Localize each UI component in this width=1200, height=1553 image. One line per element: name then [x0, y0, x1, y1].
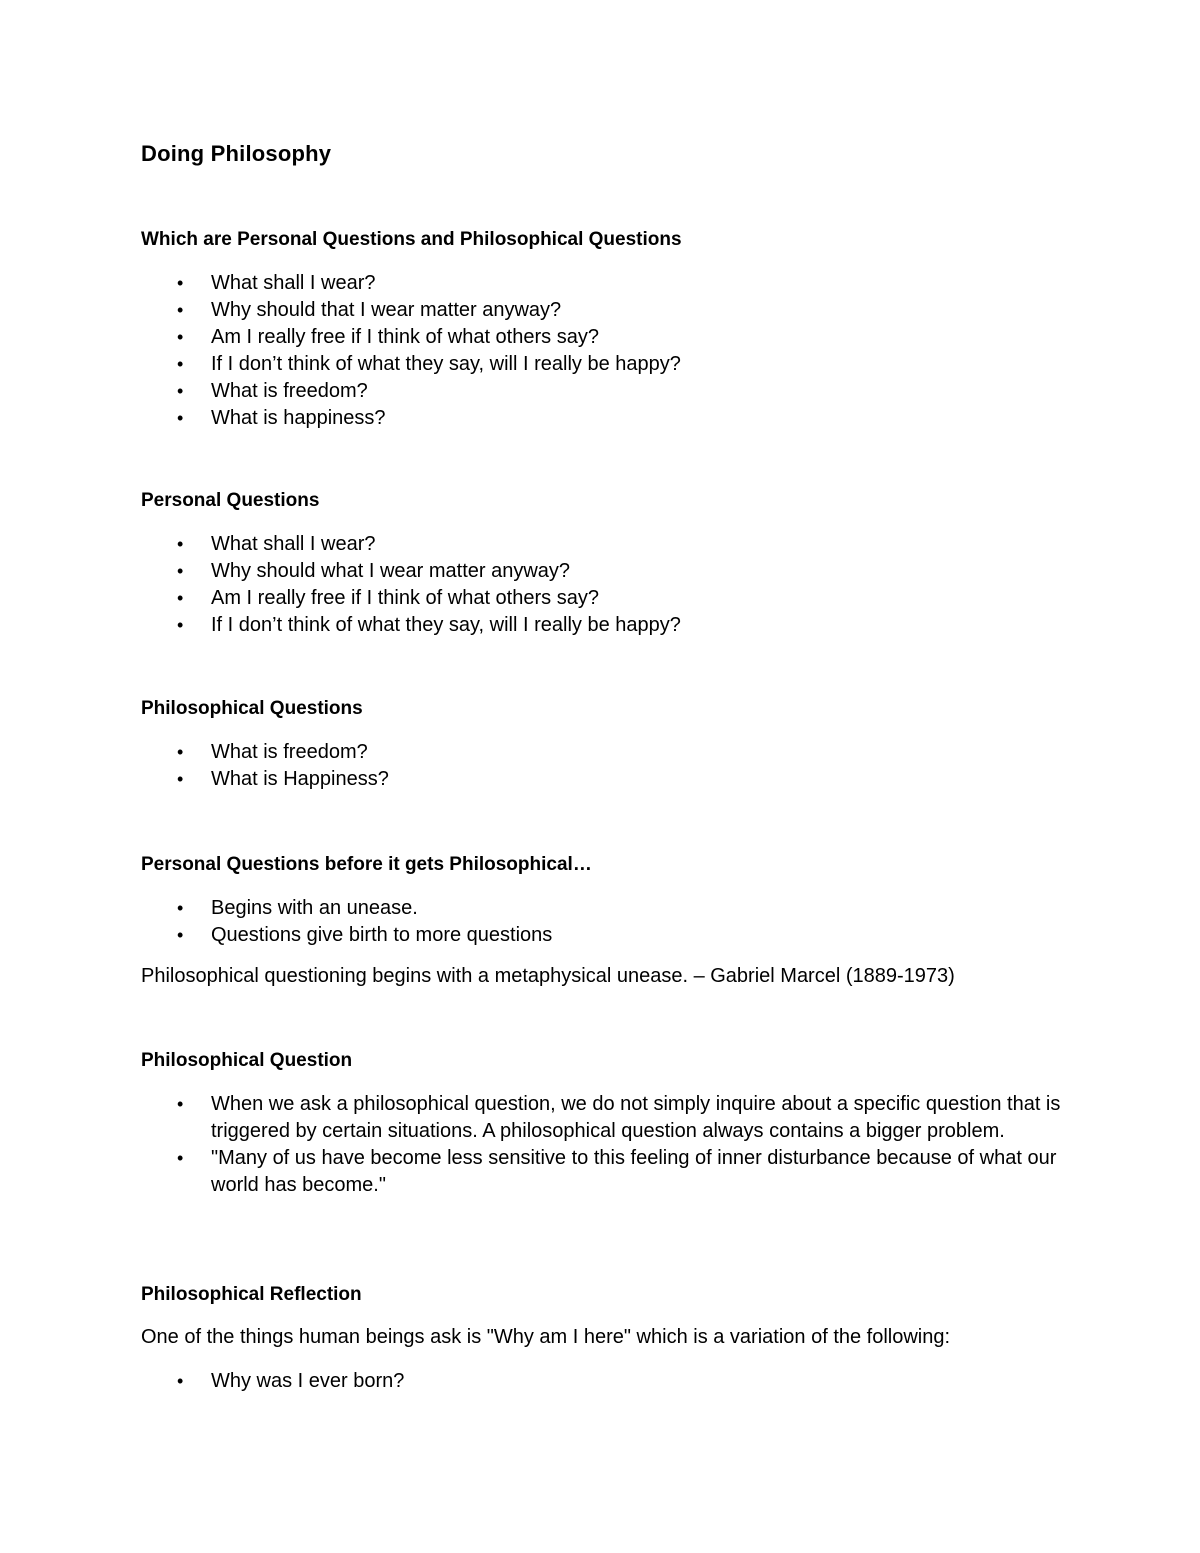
- bullet-icon: •: [177, 327, 184, 347]
- list-item: • Begins with an unease.: [141, 895, 1061, 922]
- document-title: Doing Philosophy: [141, 141, 332, 166]
- list-item: • Questions give birth to more questions: [141, 922, 1061, 949]
- list-item: • If I don’t think of what they say, will I really be happy?: [141, 612, 1061, 639]
- list-item: • Why should that I wear matter anyway?: [141, 297, 1061, 324]
- bullet-icon: •: [177, 534, 184, 554]
- list-item: • What is happiness?: [141, 405, 1061, 432]
- section-heading-which-are: Which are Personal Questions and Philosophical Questions: [141, 229, 682, 250]
- bullet-icon: •: [177, 588, 184, 608]
- bullet-icon: •: [177, 769, 184, 789]
- list-item: • What shall I wear?: [141, 531, 1061, 558]
- list-item: • What is Happiness?: [141, 766, 1061, 793]
- bullet-icon: •: [177, 742, 184, 762]
- bullet-list-philosophical-question: [141, 1091, 1061, 1199]
- list-item: • Why was I ever born?: [141, 1368, 1061, 1395]
- bullet-icon: •: [177, 898, 184, 918]
- section-heading-philosophical-reflection: Philosophical Reflection: [141, 1284, 362, 1305]
- bullet-icon: •: [177, 561, 184, 581]
- marcel-quote: Philosophical questioning begins with a metaphysical unease. – Gabriel Marcel (1889-1973): [141, 965, 955, 987]
- list-item: • Am I really free if I think of what others say?: [141, 585, 1061, 612]
- list-item: • When we ask a philosophical question, we do not simply inquire about a specific question that is triggered by certain situations. A philosophical question always contains a bigger problem.: [177, 1093, 1061, 1142]
- bullet-list-philosophical-reflection: [141, 1368, 1061, 1395]
- bullet-icon: •: [177, 1148, 184, 1168]
- list-item: • What shall I wear?: [141, 270, 1061, 297]
- bullet-icon: •: [177, 300, 184, 320]
- section-heading-personal-questions: Personal Questions: [141, 490, 320, 511]
- bullet-list-which-are: [141, 270, 1061, 432]
- bullet-icon: •: [177, 1094, 184, 1114]
- list-item: • "Many of us have become less sensitive to this feeling of inner disturbance because of what our world has become.": [177, 1147, 1057, 1196]
- list-item: • What is freedom?: [141, 378, 1061, 405]
- bullet-list-before-philosophical: [141, 895, 1061, 949]
- reflection-intro: One of the things human beings ask is "Why am I here" which is a variation of the following:: [141, 1326, 951, 1348]
- bullet-icon: •: [177, 1371, 184, 1391]
- bullet-list-personal-questions: [141, 531, 1061, 639]
- bullet-icon: •: [177, 408, 184, 428]
- list-item: • Why should what I wear matter anyway?: [141, 558, 1061, 585]
- section-heading-philosophical-question: Philosophical Question: [141, 1050, 353, 1071]
- section-heading-philosophical-questions: Philosophical Questions: [141, 698, 363, 719]
- bullet-icon: •: [177, 273, 184, 293]
- bullet-list-philosophical-questions: [141, 739, 1061, 793]
- bullet-icon: •: [177, 615, 184, 635]
- bullet-icon: •: [177, 925, 184, 945]
- list-item: • What is freedom?: [141, 739, 1061, 766]
- list-item: • Am I really free if I think of what others say?: [141, 324, 1061, 351]
- section-heading-before-philosophical: Personal Questions before it gets Philosophical…: [141, 854, 592, 875]
- bullet-icon: •: [177, 354, 184, 374]
- list-item: • If I don’t think of what they say, will I really be happy?: [141, 351, 1061, 378]
- bullet-icon: •: [177, 381, 184, 401]
